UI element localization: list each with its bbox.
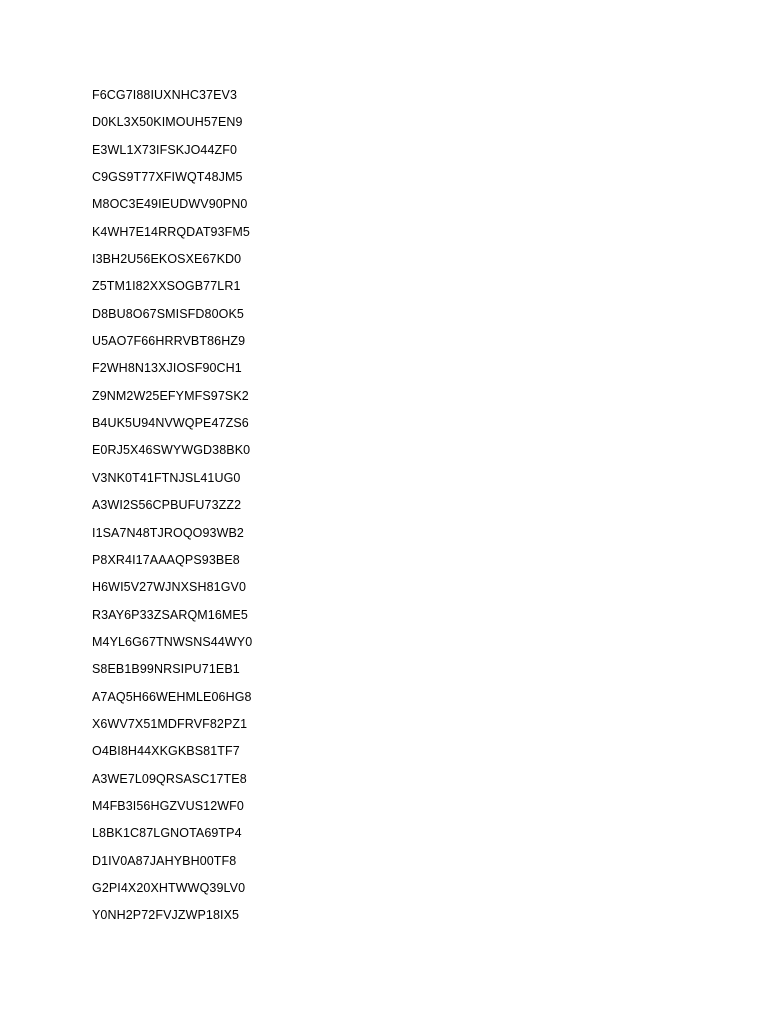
code-line: Z9NM2W25EFYMFS97SK2 bbox=[92, 388, 249, 403]
code-line: I1SA7N48TJROQO93WB2 bbox=[92, 525, 244, 540]
code-line: M4FB3I56HGZVUS12WF0 bbox=[92, 798, 244, 813]
code-line: V3NK0T41FTNJSL41UG0 bbox=[92, 470, 241, 485]
code-line: C9GS9T77XFIWQT48JM5 bbox=[92, 170, 243, 185]
code-line: D1IV0A87JAHYBH00TF8 bbox=[92, 853, 237, 868]
code-line: Z5TM1I82XXSOGB77LR1 bbox=[92, 279, 241, 294]
code-line: E3WL1X73IFSKJO44ZF0 bbox=[92, 142, 238, 157]
code-line: U5AO7F66HRRVBT86HZ9 bbox=[92, 334, 246, 349]
code-line: B4UK5U94NVWQPE47ZS6 bbox=[92, 416, 249, 431]
code-line: F2WH8N13XJIOSF90CH1 bbox=[92, 361, 242, 376]
code-line: D8BU8O67SMISFD80OK5 bbox=[92, 306, 244, 321]
code-line: M8OC3E49IEUDWV90PN0 bbox=[92, 197, 248, 212]
code-line: A3WI2S56CPBUFU73ZZ2 bbox=[92, 498, 242, 513]
code-line: A3WE7L09QRSASC17TE8 bbox=[92, 771, 247, 786]
code-line: K4WH7E14RRQDAT93FM5 bbox=[92, 224, 250, 239]
code-line: D0KL3X50KIMOUH57EN9 bbox=[92, 115, 243, 130]
code-line: I3BH2U56EKOSXE67KD0 bbox=[92, 252, 242, 267]
code-line: H6WI5V27WJNXSH81GV0 bbox=[92, 580, 247, 595]
code-line: O4BI8H44XKGKBS81TF7 bbox=[92, 744, 240, 759]
code-line: R3AY6P33ZSARQM16ME5 bbox=[92, 607, 248, 622]
code-line: S8EB1B99NRSIPU71EB1 bbox=[92, 662, 240, 677]
code-line: P8XR4I17AAAQPS93BE8 bbox=[92, 552, 240, 567]
code-line: A7AQ5H66WEHMLE06HG8 bbox=[92, 689, 252, 704]
code-line: L8BK1C87LGNOTA69TP4 bbox=[92, 826, 242, 841]
code-line: M4YL6G67TNWSNS44WY0 bbox=[92, 634, 253, 649]
code-line: X6WV7X51MDFRVF82PZ1 bbox=[92, 716, 248, 731]
code-line: Y0NH2P72FVJZWP18IX5 bbox=[92, 908, 240, 923]
code-line: F6CG7I88IUXNHC37EV3 bbox=[92, 88, 238, 102]
code-list bbox=[92, 85, 252, 933]
code-line: E0RJ5X46SWYWGD38BK0 bbox=[92, 443, 251, 458]
code-line: G2PI4X20XHTWWQ39LV0 bbox=[92, 880, 246, 895]
